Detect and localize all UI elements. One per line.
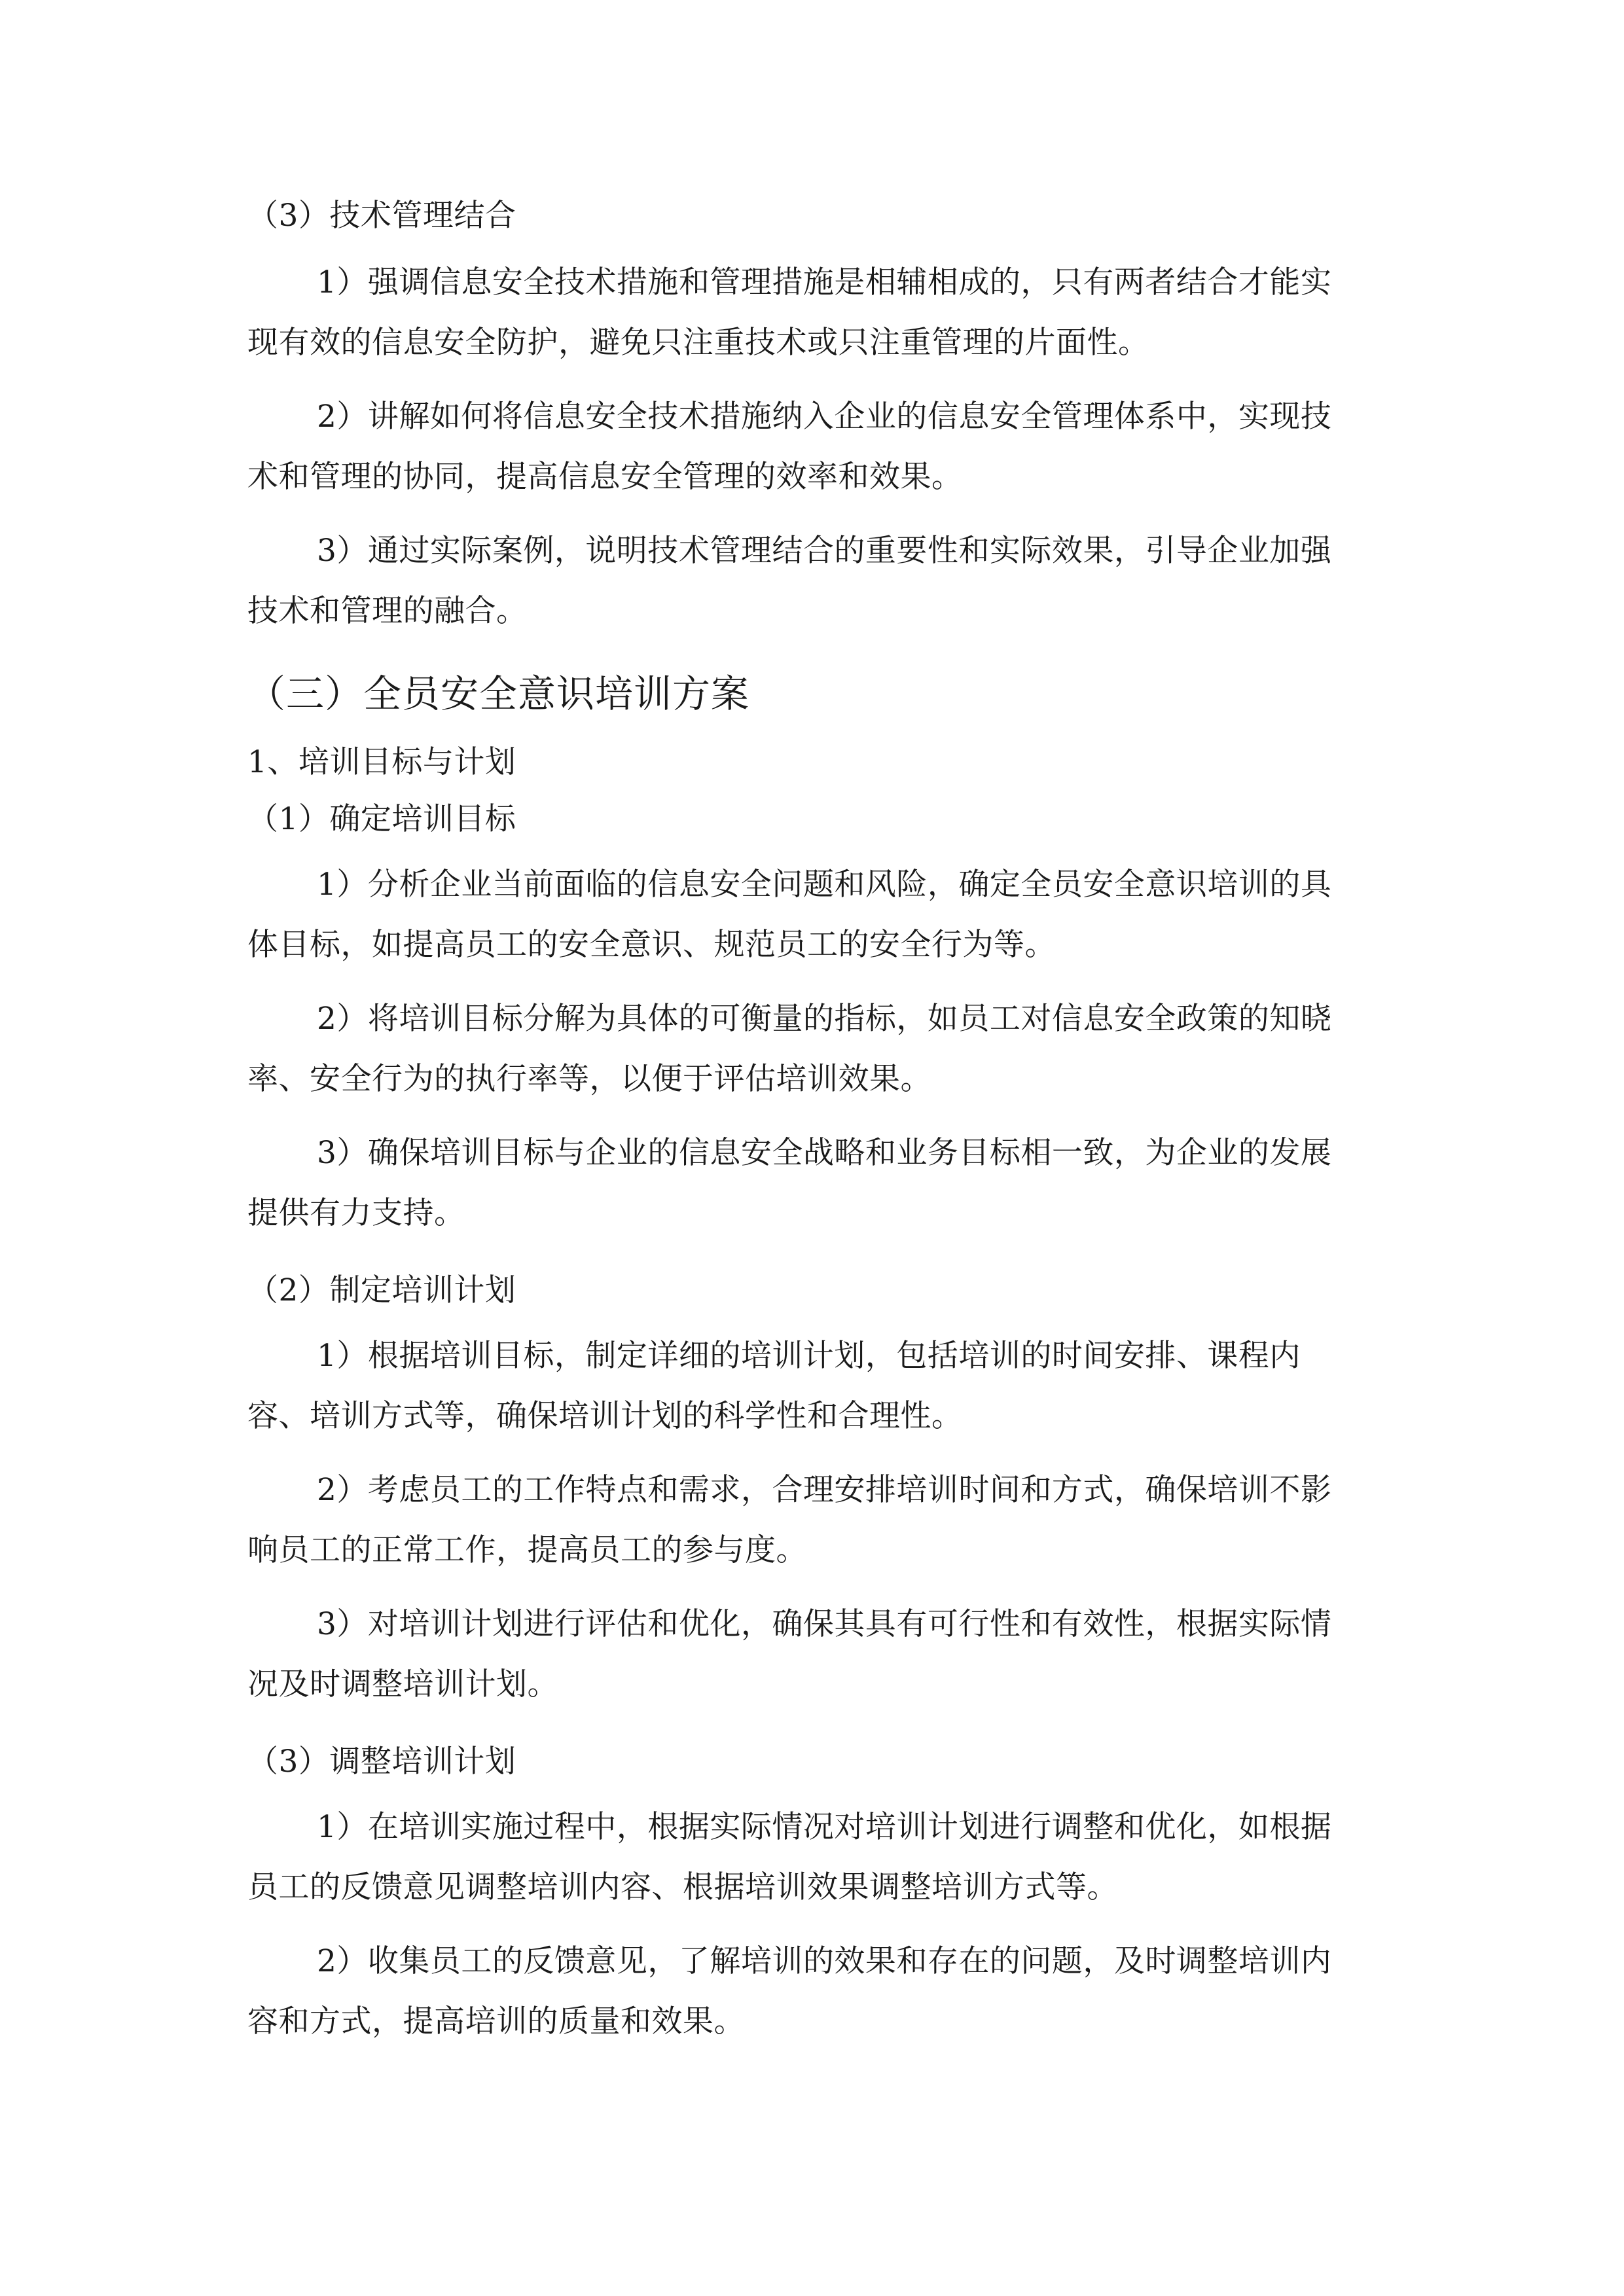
paragraph-line: 率、安全行为的执行率等，以便于评估培训效果。 [247,1061,931,1097]
paragraph-line: 2）将培训目标分解为具体的可衡量的指标，如员工对信息安全政策的知晓 [317,1001,1332,1037]
paragraph-line: 1）根据培训目标，制定详细的培训计划，包括培训的时间安排、课程内 [317,1338,1301,1374]
subsection-heading: （1）确定培训目标 [247,801,516,837]
paragraph-line: 3）通过实际案例，说明技术管理结合的重要性和实际效果，引导企业加强 [317,533,1332,569]
paragraph-line: 2）收集员工的反馈意见，了解培训的效果和存在的问题，及时调整培训内 [317,1943,1332,1979]
subsection-heading: （3）技术管理结合 [247,198,516,234]
paragraph-line: 况及时调整培训计划。 [247,1666,558,1702]
paragraph-line: 3）对培训计划进行评估和优化，确保其具有可行性和有效性，根据实际情 [317,1606,1332,1642]
paragraph-line: 2）考虑员工的工作特点和需求，合理安排培训时间和方式，确保培训不影 [317,1472,1332,1508]
paragraph-line: 3）确保培训目标与企业的信息安全战略和业务目标相一致，为企业的发展 [317,1135,1332,1171]
paragraph-line: 体目标，如提高员工的安全意识、规范员工的安全行为等。 [247,927,1056,963]
paragraph-line: 技术和管理的融合。 [247,593,528,629]
paragraph-line: 响员工的正常工作，提高员工的参与度。 [247,1532,807,1568]
paragraph-line: 术和管理的协同，提高信息安全管理的效率和效果。 [247,459,963,495]
paragraph-line: 现有效的信息安全防护，避免只注重技术或只注重管理的片面性。 [247,325,1149,361]
paragraph-line: 容和方式，提高培训的质量和效果。 [247,2003,745,2039]
paragraph-line: 1）分析企业当前面临的信息安全问题和风险，确定全员安全意识培训的具 [317,867,1332,903]
item-heading: 1、培训目标与计划 [247,744,516,780]
paragraph-line: 1）强调信息安全技术措施和管理措施是相辅相成的，只有两者结合才能实 [317,264,1332,300]
paragraph-line: 提供有力支持。 [247,1195,465,1231]
paragraph-line: 2）讲解如何将信息安全技术措施纳入企业的信息安全管理体系中，实现技 [317,399,1332,435]
paragraph-line: 容、培训方式等，确保培训计划的科学性和合理性。 [247,1398,963,1434]
subsection-heading: （3）调整培训计划 [247,1744,516,1780]
chapter-heading: （三）全员安全意识培训方案 [247,672,750,716]
paragraph-line: 1）在培训实施过程中，根据实际情况对培训计划进行调整和优化，如根据 [317,1809,1332,1845]
paragraph-line: 员工的反馈意见调整培训内容、根据培训效果调整培训方式等。 [247,1869,1118,1905]
subsection-heading: （2）制定培训计划 [247,1272,516,1308]
